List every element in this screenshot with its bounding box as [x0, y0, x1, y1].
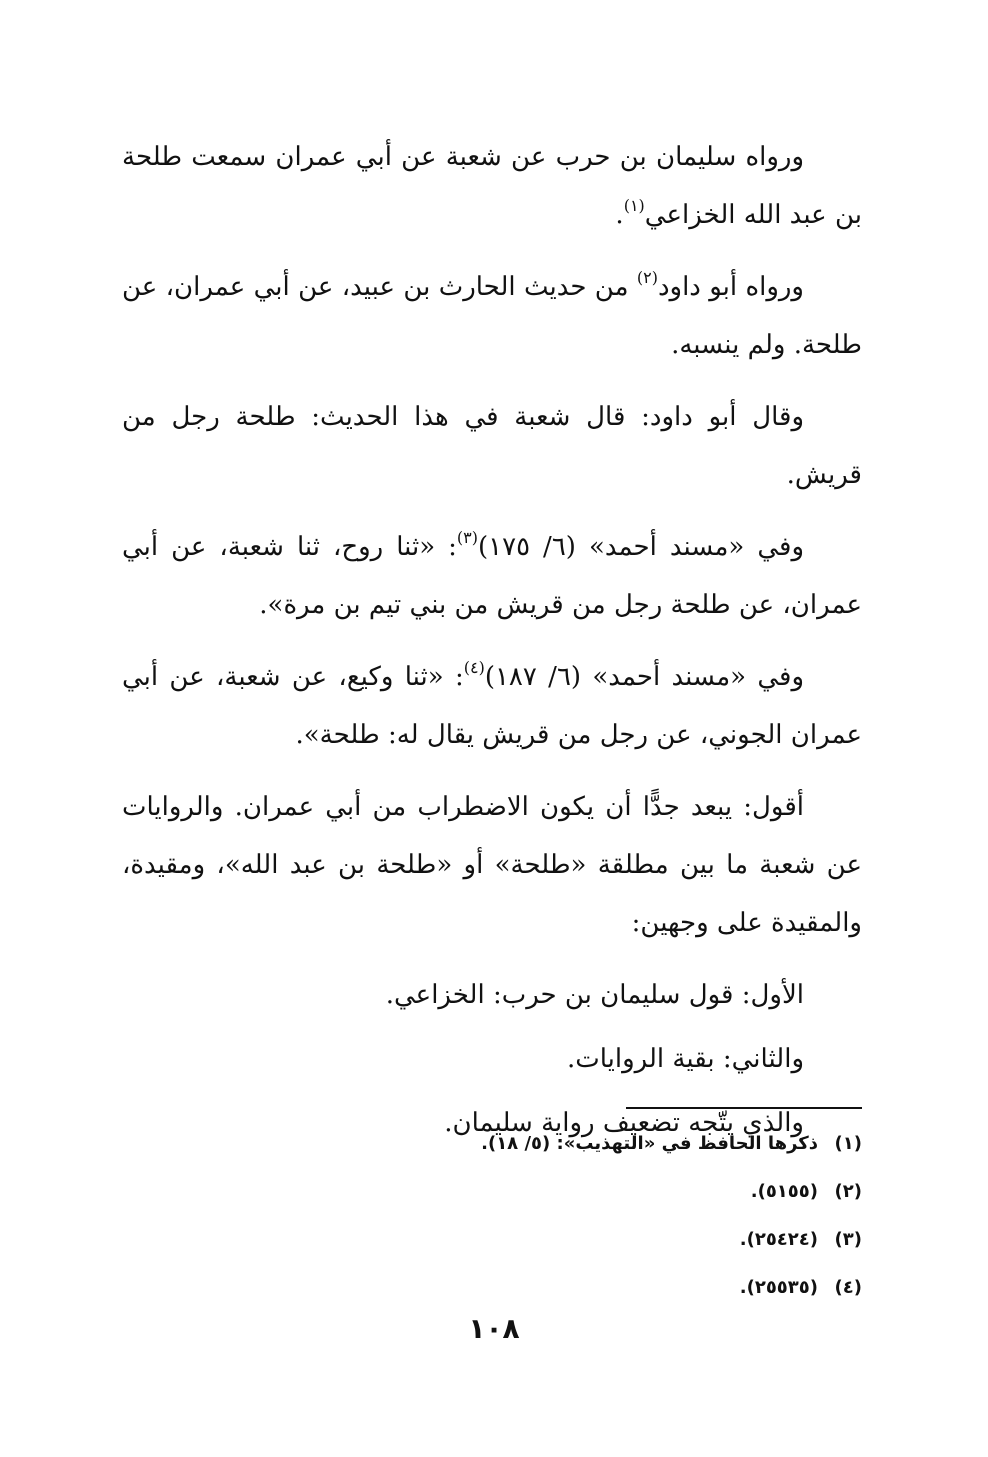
- footnote-4-text: (٢٥٥٣٥).: [739, 1277, 818, 1298]
- paragraph-5-text: وفي «مسند أحمد» (٦/ ١٨٧): [484, 662, 805, 692]
- footnote-2-text: (٥١٥٥).: [750, 1181, 818, 1202]
- paragraph-4: [122, 518, 862, 634]
- footnote-1-mark: (١): [834, 1133, 862, 1154]
- footnote-2: [122, 1168, 862, 1216]
- footnote-ref-1[interactable]: (١): [623, 196, 645, 216]
- paragraph-3: [122, 388, 862, 504]
- footnote-3-mark: (٣): [834, 1229, 862, 1250]
- footnote-3-text: (٢٥٤٢٤).: [739, 1229, 818, 1250]
- page-number: ١٠٨: [468, 1312, 520, 1345]
- list-item: والثاني: بقية الروايات.: [566, 1044, 804, 1074]
- list-item: الأول: قول سليمان بن حرب: الخزاعي.: [385, 980, 804, 1010]
- paragraph-2-text: ورواه أبو داود: [657, 272, 804, 302]
- paragraph-4-tail: : «ثنا روح، ثنا شعبة، عن أبي عمران، عن طلحة رجل من قريش من بني تيم بن مرة».: [122, 532, 862, 620]
- paragraph-2: [122, 258, 862, 374]
- paragraph-1-text: ورواه سليمان بن حرب عن شعبة عن أبي عمران سمعت طلحة بن عبد الله الخزاعي: [122, 142, 862, 230]
- footnote-4: [122, 1264, 862, 1312]
- paragraph-3-text: وقال أبو داود: قال شعبة في هذا الحديث: طلحة رجل من قريش.: [122, 402, 862, 490]
- paragraph-6: [122, 778, 862, 952]
- footnote-1: [122, 1120, 862, 1168]
- footnote-ref-3[interactable]: (٣): [456, 528, 478, 548]
- page-body: [122, 128, 862, 1158]
- paragraph-1: [122, 128, 862, 244]
- footnotes: [122, 1120, 862, 1312]
- footnote-ref-4[interactable]: (٤): [463, 658, 485, 678]
- footnote-3: [122, 1216, 862, 1264]
- list-item: والذي يتّجه تضعيف رواية سليمان.: [444, 1108, 804, 1138]
- paragraph-5-tail: : «ثنا وكيع، عن شعبة، عن أبي عمران الجوني، عن رجل من قريش يقال له: طلحة».: [122, 662, 862, 750]
- paragraph-4-text: وفي «مسند أحمد» (٦/ ١٧٥): [478, 532, 804, 562]
- paragraph-2-tail: من حديث الحارث بن عبيد، عن أبي عمران، عن طلحة. ولم ينسبه.: [122, 272, 862, 360]
- paragraph-6-text: أقول: يبعد جدًّا أن يكون الاضطراب من أبي عمران. والروايات عن شعبة ما بين مطلقة «طلحة» أو «طلحة بن عبد الله»، ومقيدة، والمقيدة على وجهين:: [122, 792, 862, 938]
- footnote-2-mark: (٢): [834, 1181, 862, 1202]
- paragraph-5: [122, 648, 862, 764]
- footnote-1-text: ذكرها الحافظ في «التهذيب»: (٥/ ١٨).: [481, 1133, 818, 1154]
- footnote-divider: [626, 1107, 862, 1109]
- paragraph-1-tail: .: [615, 200, 624, 230]
- footnote-ref-2[interactable]: (٢): [636, 268, 658, 288]
- footnote-4-mark: (٤): [834, 1277, 862, 1298]
